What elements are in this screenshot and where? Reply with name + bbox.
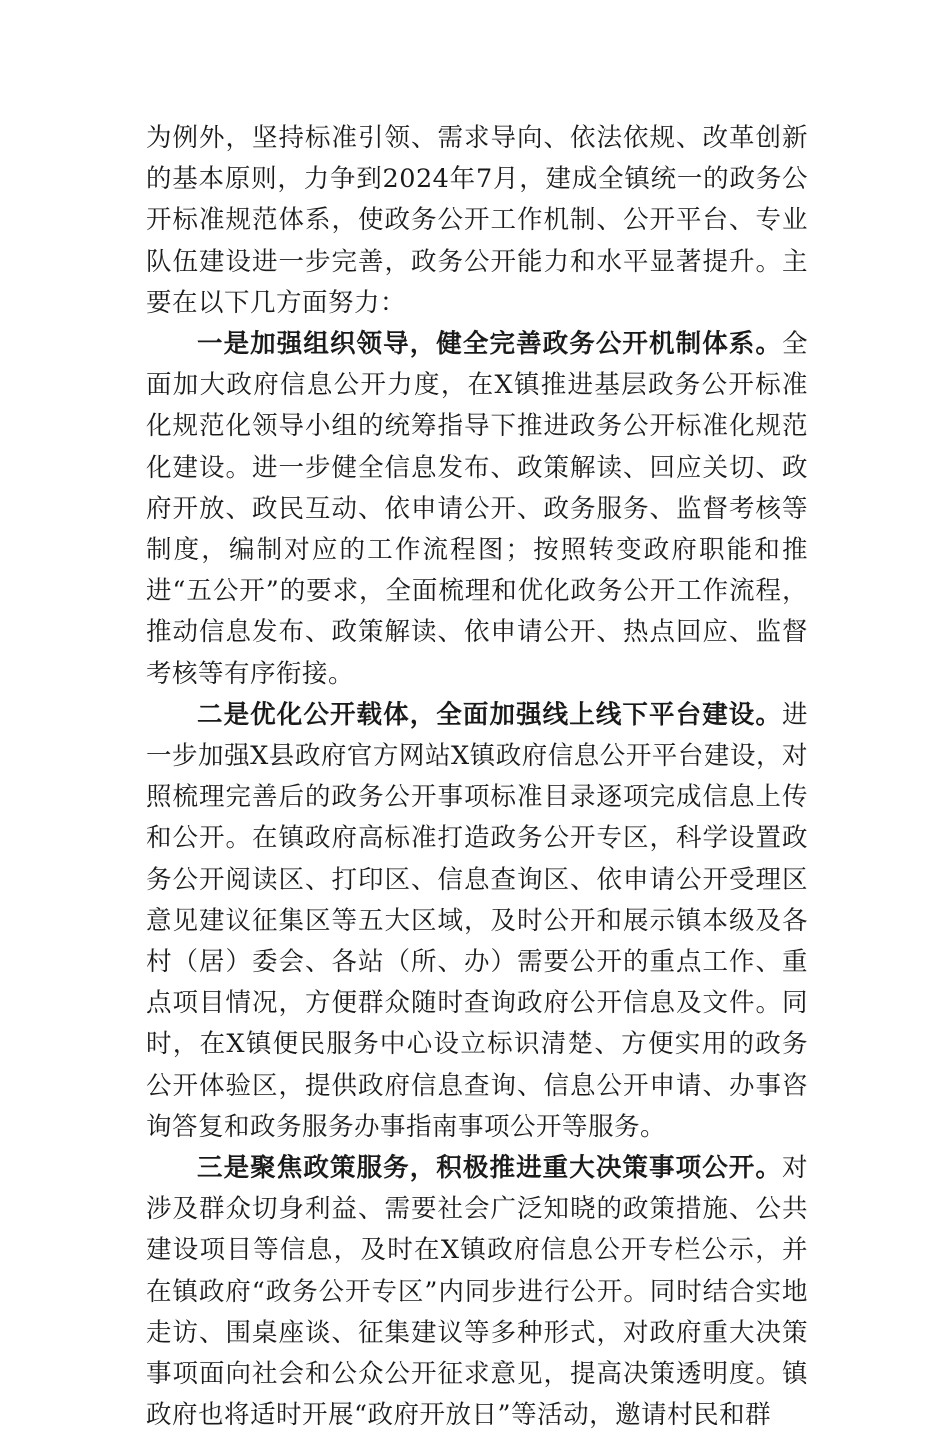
paragraph-platform-body: 进一步加强X县政府官方网站X镇政府信息公开平台建设，对照梳理完善后的政务公开事项标准目录逐项完成信息上传和公开。在镇政府高标准打造政务公开专区，科学设置政务公开阅读区、打印区、信息查询区、依申请公开受理区意见建议征集区等五大区域，及时公开和展示镇本级及各村（居）委会、各站（所、办）需要公开的重点工作、重点项目情况，方便群众随时查询政府公开信息及文件。同时，在X镇便民服务中心设立标识清楚、方便实用的政务公开体验区，提供政府信息查询、信息公开申请、办事咨询答复和政务服务办事指南事项公开等服务。 <box>146 699 808 1142</box>
paragraph-policy <box>146 1148 808 1436</box>
paragraph-intro <box>146 118 808 324</box>
paragraph-organization-body: 全面加大政府信息公开力度，在X镇推进基层政务公开标准化规范化领导小组的统筹指导下推进政务公开标准化规范化建设。进一步健全信息发布、政策解读、回应关切、政府开放、政民互动、依申请公开、政务服务、监督考核等制度，编制对应的工作流程图；按照转变政府职能和推进“五公开”的要求，全面梳理和优化政务公开工作流程，推动信息发布、政策解读、依申请公开、热点回应、监督考核等有序衔接。 <box>146 329 808 689</box>
paragraph-policy-lead: 三是聚焦政策服务，积极推进重大决策事项公开。 <box>197 1153 782 1184</box>
paragraph-intro-body: 为例外，坚持标准引领、需求导向、依法依规、改革创新的基本原则，力争到2024年7月，建成全镇统一的政务公开标准规范体系，使政务公开工作机制、公开平台、专业队伍建设进一步完善，政务公开能力和水平显著提升。主要在以下几方面努力： <box>146 123 808 318</box>
paragraph-organization-lead: 一是加强组织领导，健全完善政务公开机制体系。 <box>197 329 782 360</box>
paragraph-organization <box>146 324 808 695</box>
paragraph-policy-body: 对涉及群众切身利益、需要社会广泛知晓的政策措施、公共建设项目等信息，及时在X镇政府信息公开专栏公示，并在镇政府“政务公开专区”内同步进行公开。同时结合实地走访、围桌座谈、征集建议等多种形式，对政府重大决策事项面向社会和公众公开征求意见，提高决策透明度。镇政府也将适时开展“政府开放日”等活动，邀请村民和群 <box>146 1153 808 1431</box>
document-page <box>146 118 808 1437</box>
paragraph-platform <box>146 695 808 1148</box>
paragraph-platform-lead: 二是优化公开载体，全面加强线上线下平台建设。 <box>197 699 782 730</box>
